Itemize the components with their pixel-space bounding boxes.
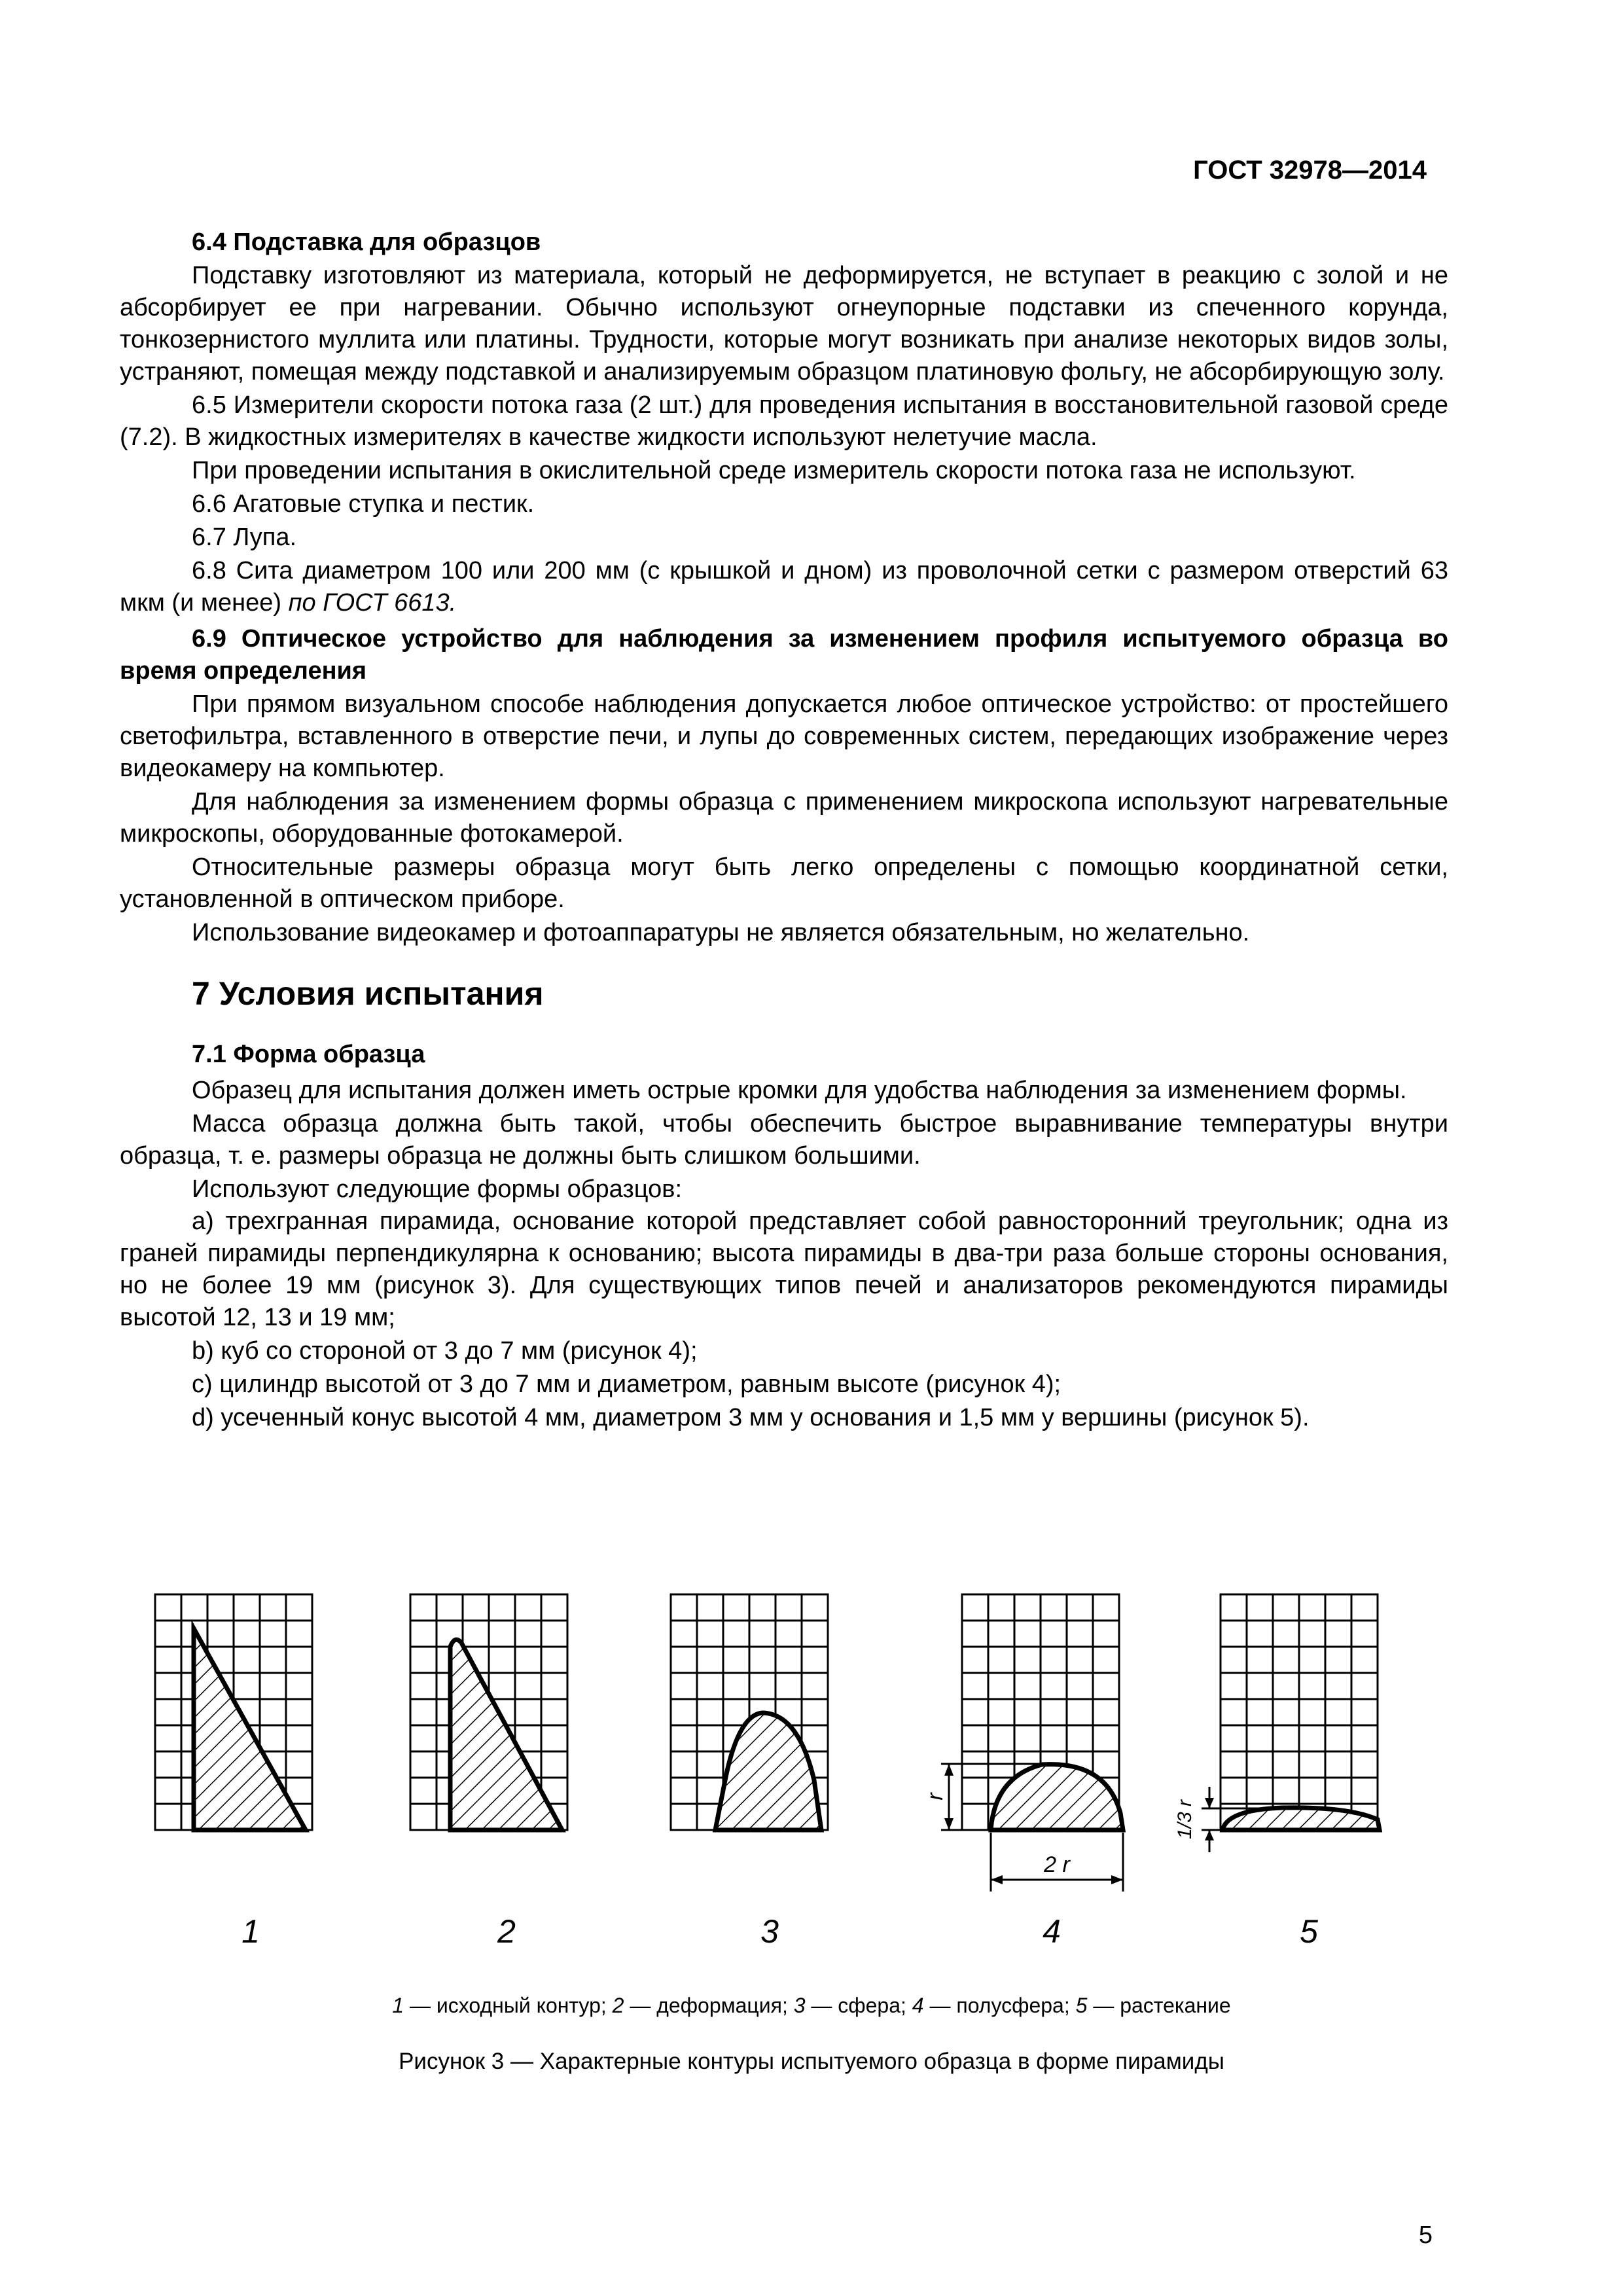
- paragraph: 6.5 Измерители скорости потока газа (2 шт.) для проведения испытания в восстановительной газовой среде (7.2). В жидкостных измерителях в качестве жидкости используют нелетучие масла.: [120, 391, 1448, 451]
- legend-text: — деформация;: [624, 1994, 794, 2017]
- dimension-2r: 2 r: [1044, 1852, 1070, 1877]
- legend-num: 2: [612, 1994, 624, 2017]
- legend-text: — сфера;: [805, 1994, 912, 2017]
- figure-legend: [0, 1994, 1623, 2018]
- list-item: b) куб со стороной от 3 до 7 мм (рисунок 4);: [192, 1337, 698, 1365]
- document-code: ГОСТ 32978—2014: [1193, 156, 1427, 185]
- heading-7: 7 Условия испытания: [192, 975, 544, 1012]
- legend-text: — растекание: [1087, 1994, 1231, 2017]
- paragraph: Использование видеокамер и фотоаппаратуры не является обязательным, но желательно.: [192, 919, 1250, 946]
- figure-number-1: 1: [241, 1913, 260, 1950]
- figure-number-3: 3: [760, 1913, 779, 1950]
- paragraph: Масса образца должна быть такой, чтобы обеспечить быстрое выравнивание температуры внутри образца, т. е. размеры образца не должны быть слишком большими.: [120, 1110, 1448, 1170]
- list-item: c) цилиндр высотой от 3 до 7 мм и диаметром, равным высоте (рисунок 4);: [192, 1371, 1061, 1398]
- legend-num: 5: [1075, 1994, 1088, 2017]
- paragraph: Относительные размеры образца могут быть легко определены с помощью координатной сетки, установленной в оптическом приборе.: [120, 853, 1448, 913]
- standard-reference: по ГОСТ 6613.: [288, 589, 457, 617]
- dimension-r: r: [923, 1793, 948, 1801]
- legend-num: 3: [793, 1994, 806, 2017]
- legend-num: 4: [912, 1994, 924, 2017]
- heading-7-1: 7.1 Форма образца: [192, 1041, 425, 1068]
- contour-initial: [194, 1628, 306, 1830]
- paragraph: Для наблюдения за изменением формы образца с применением микроскопа используют нагревательные микроскопы, оборудованные фотокамерой.: [120, 788, 1448, 848]
- figure-number-4: 4: [1043, 1913, 1061, 1950]
- grid-5: [1221, 1594, 1378, 1830]
- figure-number-5: 5: [1300, 1913, 1318, 1950]
- paragraph: При прямом визуальном способе наблюдения допускается любое оптическое устройство: от простейшего светофильтра, вставленного в отверстие печи, и лупы до современных систем, передающих изображение через видеокамеру на компьютер.: [120, 691, 1448, 782]
- shape-list: [120, 1206, 1448, 1434]
- arrowheads-5: [1205, 1798, 1214, 1840]
- paragraph: [120, 555, 1448, 619]
- contour-spreading: [1222, 1808, 1380, 1830]
- paragraph: Подставку изготовляют из материала, который не деформируется, не вступает в реакцию с золой и не абсорбирует ее при нагревании. Обычно используют огнеупорные подставки из спеченного корунда, тонкозернистого муллита или платины. Трудности, которые могут возникать при анализе некоторых видов золы, устраняют, помещая между подставкой и анализируемым образцом платиновую фольгу, не абсорбирующую золу.: [120, 262, 1448, 386]
- dimension-third-r: 1/3 r: [1174, 1799, 1196, 1840]
- paragraph: Образец для испытания должен иметь острые кромки для удобства наблюдения за изменением формы.: [192, 1077, 1407, 1104]
- list-item: d) усеченный конус высотой 4 мм, диаметром 3 мм у основания и 1,5 мм у вершины (рисунок 5).: [192, 1404, 1310, 1431]
- heading-6-4: 6.4 Подставка для образцов: [192, 228, 541, 256]
- legend-text: — полусфера;: [923, 1994, 1076, 2017]
- body-text: [120, 224, 1448, 1434]
- figure-number-2: 2: [497, 1913, 516, 1950]
- heading-6-9: 6.9 Оптическое устройство для наблюдения за изменением профиля испытуемого образца во время определения: [120, 625, 1448, 685]
- paragraph: 6.6 Агатовые ступка и пестик.: [192, 490, 535, 518]
- list-item: а) трехгранная пирамида, основание которой представляет собой равносторонний треугольник; одна из граней пирамиды перпендикулярна к основанию; высота пирамиды в два-три раза больше стороны основания, но не более 19 мм (рисунок 3). Для существующих типов печей и анализаторов рекомендуются пирамиды высотой 12, 13 и 19 мм;: [120, 1208, 1448, 1331]
- text: 6.8 Сита диаметром 100 или 200 мм (с крышкой и дном) из проволочной сетки с размером отверстий 63 мкм (и менее): [120, 557, 1448, 617]
- paragraph: Используют следующие формы образцов:: [192, 1175, 683, 1203]
- paragraph: 6.7 Лупа.: [192, 524, 297, 551]
- legend-text: — исходный контур;: [404, 1994, 613, 2017]
- contour-deformation: [450, 1640, 562, 1830]
- contour-hemisphere: [991, 1765, 1123, 1830]
- contour-sphere: [715, 1713, 821, 1830]
- legend-num: 1: [392, 1994, 404, 2017]
- page-number: 5: [1418, 2221, 1433, 2249]
- figure-caption: Рисунок 3 — Характерные контуры испытуемого образца в форме пирамиды: [399, 2049, 1224, 2074]
- figure-3: [0, 1545, 1623, 2016]
- paragraph: При проведении испытания в окислительной среде измеритель скорости потока газа не используют.: [192, 457, 1356, 484]
